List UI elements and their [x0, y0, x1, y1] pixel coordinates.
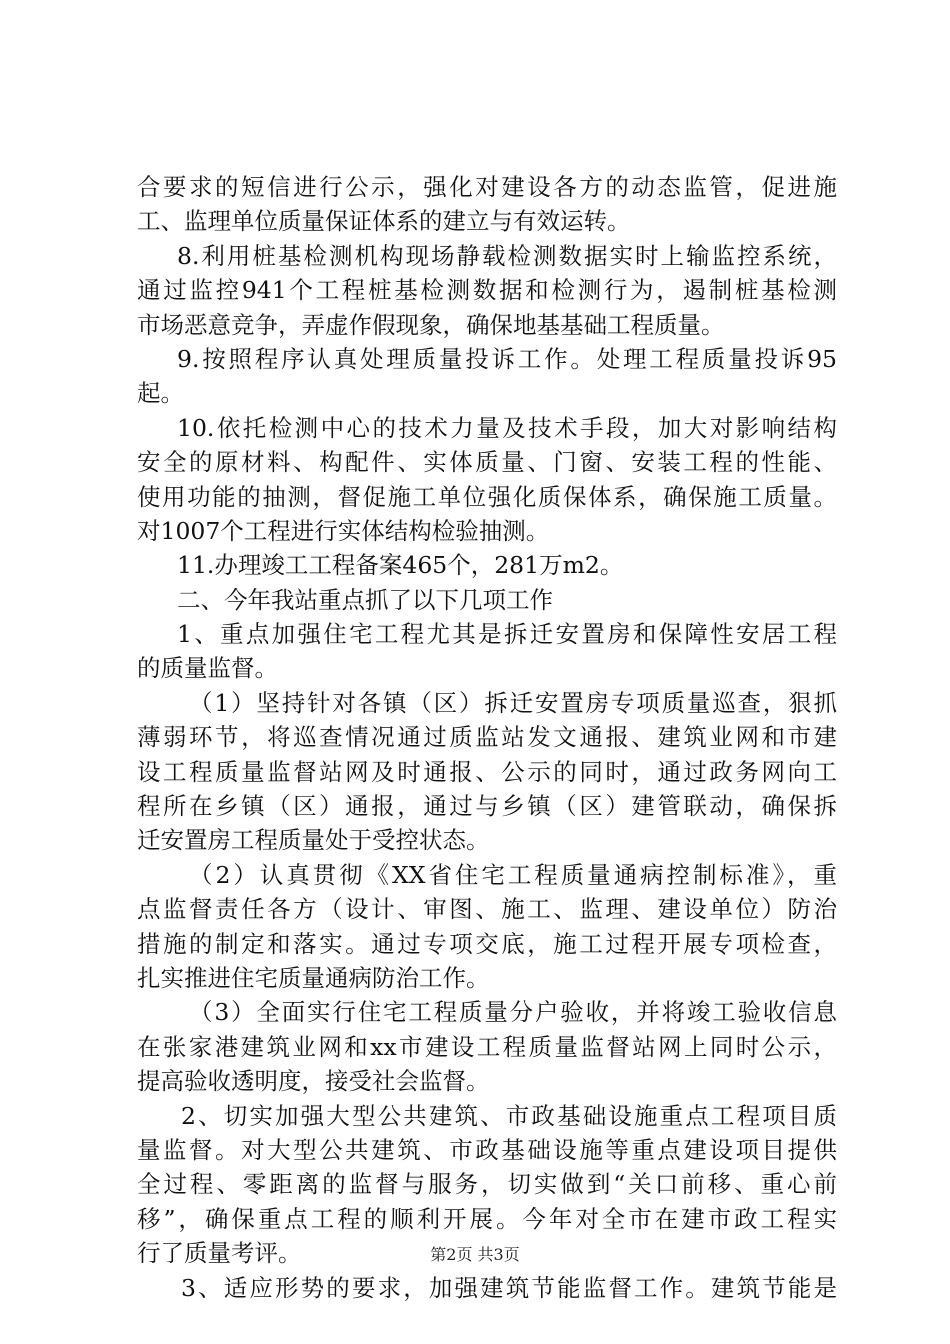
text-line: 行了质量考评。 [137, 1239, 302, 1268]
text-line: 的质量监督。 [137, 654, 278, 683]
text-line: 3、适应形势的要求，加强建筑节能监督工作。建筑节能是 [181, 1273, 837, 1302]
text-line: 9.按照程序认真处理质量投诉工作。处理工程质量投诉95 [177, 344, 837, 373]
document-body [137, 170, 837, 1305]
text-line: 全过程、零距离的监督与服务，切实做到“关口前移、重心前 [137, 1170, 837, 1199]
text-line: 8.利用桩基检测机构现场静载检测数据实时上输监控系统， [177, 241, 837, 270]
text-line: 量监督。对大型公共建筑、市政基础设施等重点建设项目提供 [137, 1135, 837, 1164]
text-line: 2、切实加强大型公共建筑、市政基础设施重点工程项目质 [181, 1101, 837, 1130]
text-line: 市场恶意竞争，弄虚作假现象，确保地基基础工程质量。 [137, 310, 725, 339]
text-line: 移”，确保重点工程的顺利开展。今年对全市在建市政工程实 [137, 1204, 837, 1233]
page-number-footer: 第2页 共3页 [430, 1245, 520, 1264]
text-line: 设工程质量监督站网及时通报、公示的同时，通过政务网向工 [137, 757, 837, 786]
text-line: 11.办理竣工工程备案465个，281万m2。 [177, 551, 624, 580]
section-heading: 二、今年我站重点抓了以下几项工作 [177, 585, 553, 614]
text-line: 通过监控941个工程桩基检测数据和检测行为，遏制桩基检测 [137, 276, 837, 305]
text-line: 措施的制定和落实。通过专项交底，施工过程开展专项检查， [137, 929, 837, 958]
text-line: 对1007个工程进行实体结构检验抽测。 [137, 516, 550, 545]
text-line: 迁安置房工程质量处于受控状态。 [137, 826, 490, 855]
text-line: 薄弱环节，将巡查情况通过质监站发文通报、建筑业网和市建 [137, 723, 837, 752]
text-line: 合要求的短信进行公示，强化对建设各方的动态监管，促进施 [137, 173, 837, 201]
text-line: 在张家港建筑业网和xx市建设工程质量监督站网上同时公示， [137, 1032, 837, 1061]
text-line: （3）全面实行住宅工程质量分户验收，并将竣工验收信息 [189, 998, 837, 1027]
text-line: 提高验收透明度，接受社会监督。 [137, 1067, 490, 1096]
text-line: 安全的原材料、构配件、实体质量、门窗、安装工程的性能、 [137, 448, 837, 477]
text-line: 起。 [137, 379, 184, 408]
text-line: 1、重点加强住宅工程尤其是拆迁安置房和保障性安居工程 [177, 620, 837, 649]
text-line: 工、监理单位质量保证体系的建立与有效运转。 [137, 207, 631, 236]
text-line: 点监督责任各方（设计、审图、施工、监理、建设单位）防治 [137, 895, 837, 924]
text-line: 扎实推进住宅质量通病防治工作。 [137, 963, 490, 992]
text-line: 使用功能的抽测，督促施工单位强化质保体系，确保施工质量。 [137, 482, 837, 511]
text-line: （2）认真贯彻《XX省住宅工程质量通病控制标准》，重 [189, 860, 837, 889]
text-line: 程所在乡镇（区）通报，通过与乡镇（区）建管联动，确保拆 [137, 792, 837, 821]
text-line: （1）坚持针对各镇（区）拆迁安置房专项质量巡查，狠抓 [189, 688, 837, 717]
text-line: 10.依托检测中心的技术力量及技术手段，加大对影响结构 [177, 413, 837, 442]
